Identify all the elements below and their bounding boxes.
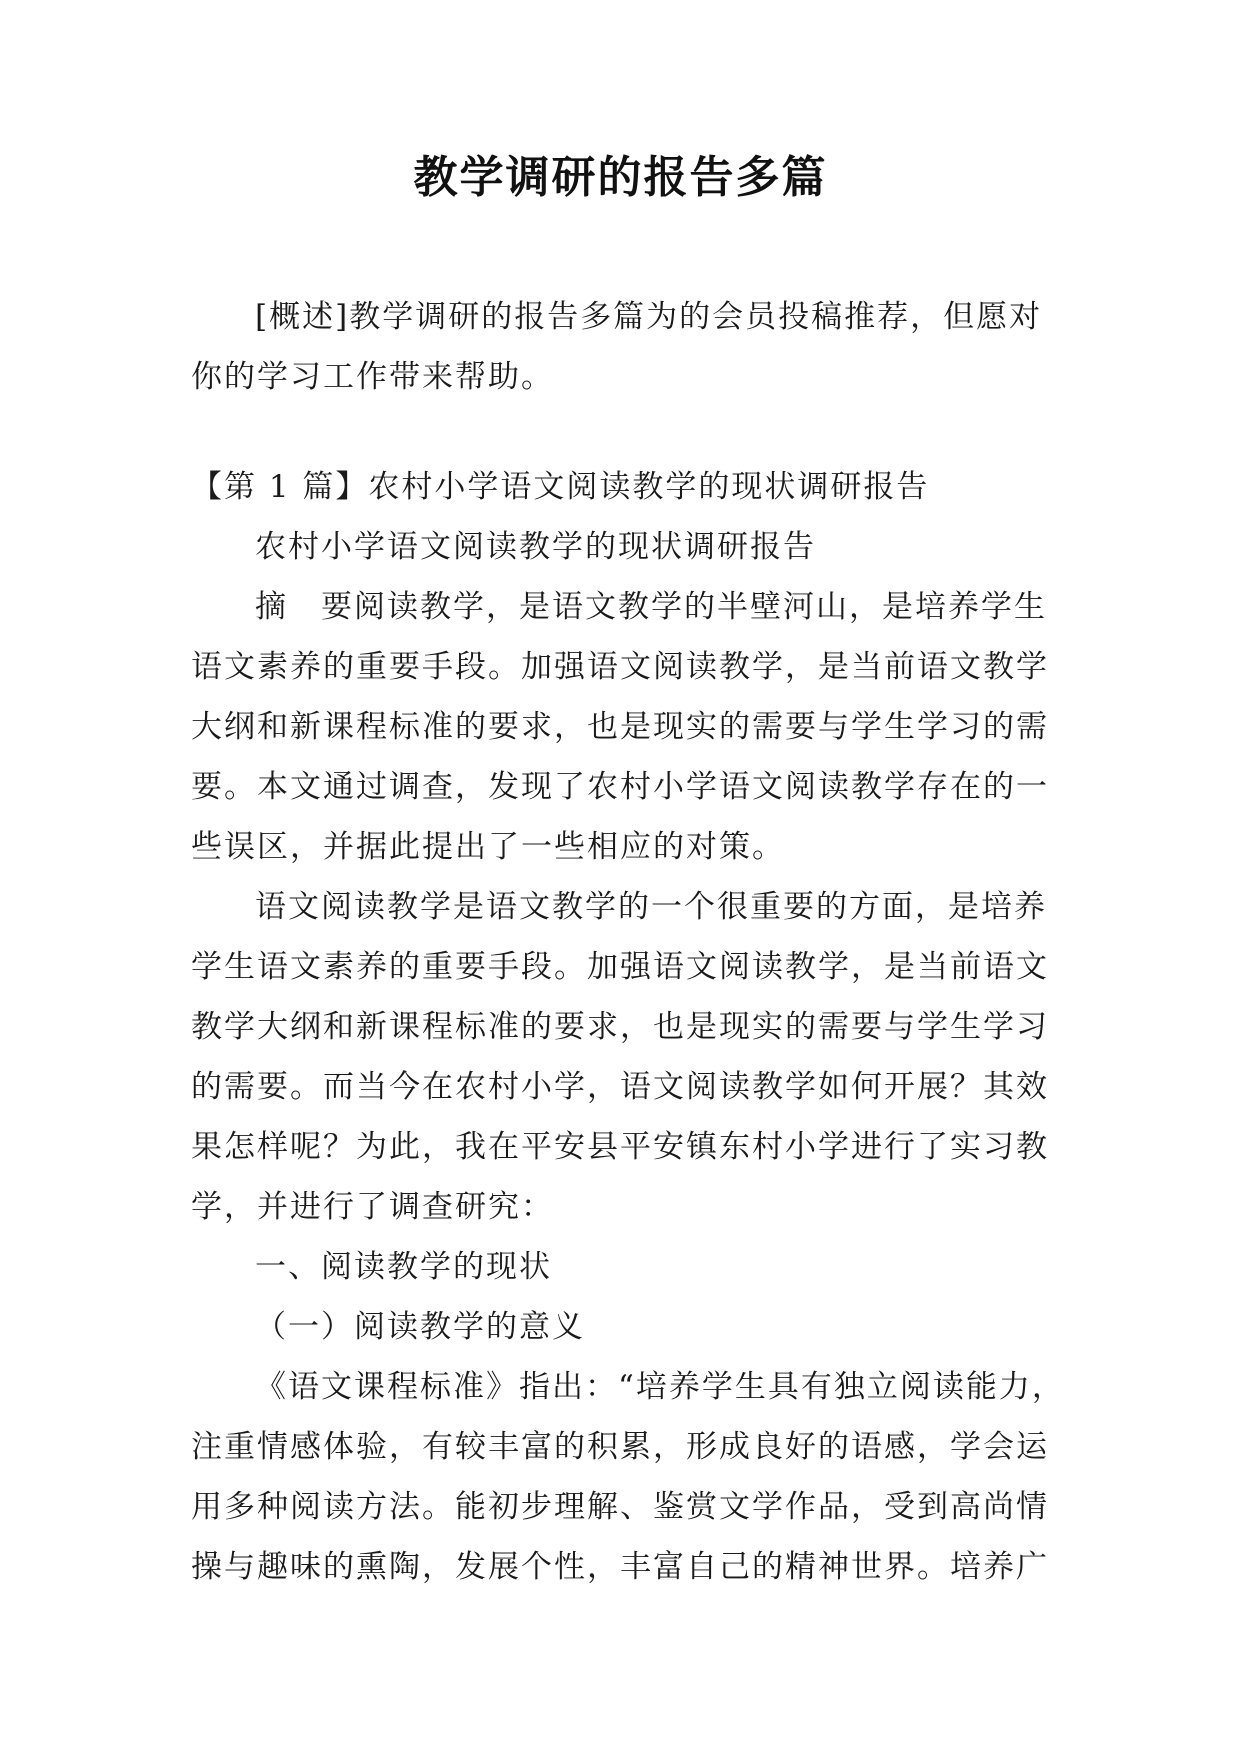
- intro-line: 果怎样呢？为此，我在平安县平安镇东村小学进行了实习教: [191, 1129, 1049, 1165]
- standard-line: 注重情感体验，有较丰富的积累，形成良好的语感，学会运: [191, 1429, 1049, 1465]
- abstract-line: 大纲和新课程标准的要求，也是现实的需要与学生学习的需: [191, 709, 1049, 745]
- standard-line: 用多种阅读方法。能初步理解、鉴赏文学作品，受到高尚情: [191, 1489, 1049, 1525]
- intro-line: 的需要。而当今在农村小学，语文阅读教学如何开展？其效: [191, 1069, 1049, 1105]
- paragraph-gap: [191, 407, 1051, 457]
- document-body: [191, 287, 1065, 1597]
- standard-line: 《语文课程标准》指出：“培养学生具有独立阅读能力，: [255, 1369, 1065, 1405]
- summary-line: 你的学习工作带来帮助。: [191, 359, 554, 395]
- abstract-line: 摘 要阅读教学，是语文教学的半壁河山，是培养学生: [255, 589, 1047, 625]
- intro-line: 教学大纲和新课程标准的要求，也是现实的需要与学生学习: [191, 1009, 1049, 1045]
- article-subtitle: 农村小学语文阅读教学的现状调研报告: [255, 529, 816, 565]
- intro-line: 学生语文素养的重要手段。加强语文阅读教学，是当前语文: [191, 949, 1049, 985]
- document-title: 教学调研的报告多篇: [413, 152, 828, 203]
- intro-line: 学，并进行了调查研究：: [191, 1189, 554, 1225]
- standard-line: 操与趣味的熏陶，发展个性，丰富自己的精神世界。培养广: [191, 1549, 1049, 1585]
- section-heading-1-1: （一）阅读教学的意义: [255, 1309, 585, 1345]
- summary-line: [概述]教学调研的报告多篇为的会员投稿推荐，但愿对: [255, 299, 1043, 335]
- abstract-line: 语文素养的重要手段。加强语文阅读教学，是当前语文教学: [191, 649, 1049, 685]
- intro-line: 语文阅读教学是语文教学的一个很重要的方面，是培养: [255, 889, 1047, 925]
- section-heading: 【第 1 篇】农村小学语文阅读教学的现状调研报告: [191, 469, 930, 505]
- abstract-line: 要。本文通过调查，发现了农村小学语文阅读教学存在的一: [191, 769, 1049, 805]
- section-heading-1: 一、阅读教学的现状: [255, 1249, 552, 1285]
- abstract-line: 些误区，并据此提出了一些相应的对策。: [191, 829, 785, 865]
